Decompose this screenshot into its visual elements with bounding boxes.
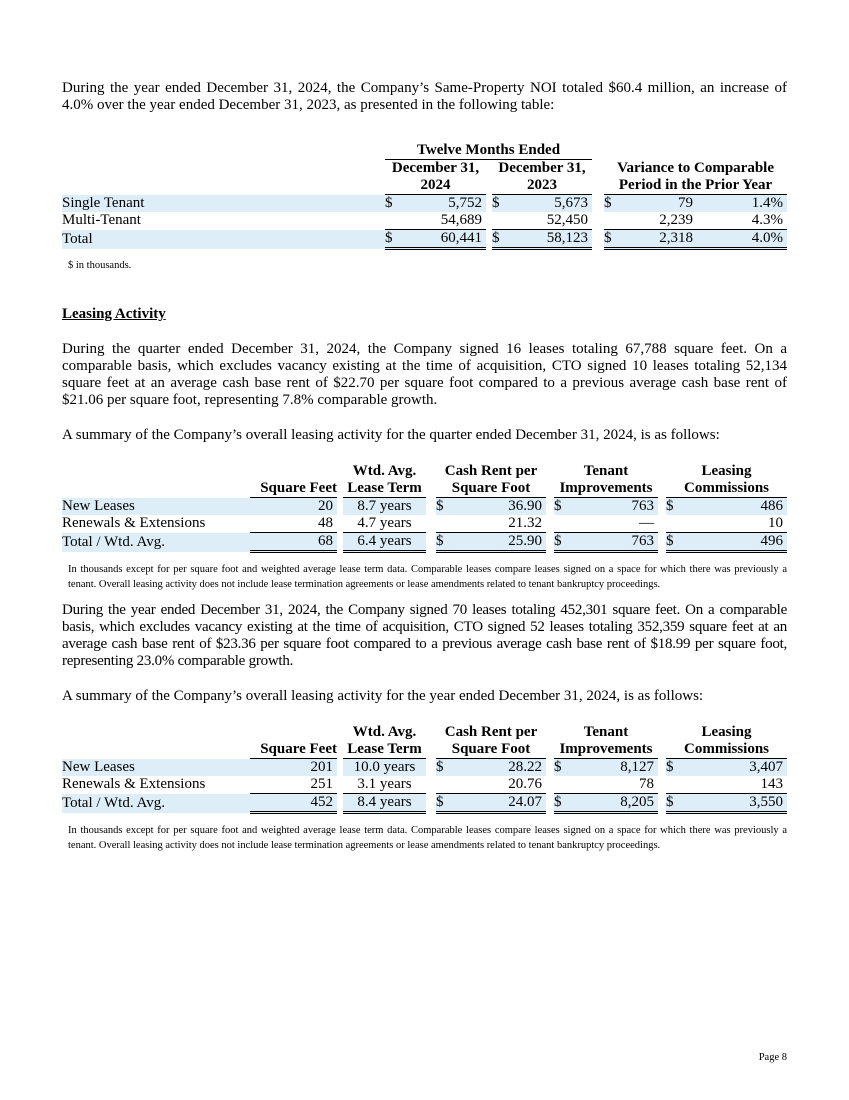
tenant-improvements-value: 8,127 <box>568 759 658 777</box>
tenant-improvements-value: 78 <box>568 776 658 794</box>
currency-symbol <box>666 515 680 533</box>
currency-symbol <box>492 212 507 230</box>
leasing-commissions-header-line2: Commissions <box>666 741 787 759</box>
square-feet-header: Square Feet <box>250 741 337 759</box>
variance-percent: 4.0% <box>697 230 787 249</box>
square-feet-header: Square Feet <box>250 480 337 498</box>
square-feet-value: 20 <box>250 498 337 516</box>
value-2023: 5,673 <box>507 195 592 213</box>
table-row <box>62 195 787 213</box>
currency-symbol <box>436 776 450 794</box>
currency-symbol: $ <box>604 195 619 213</box>
value-2023: 58,123 <box>507 230 592 249</box>
table-row <box>62 498 787 516</box>
col-2024-header-line2: 2024 <box>385 177 486 195</box>
variance-amount: 2,239 <box>619 212 697 230</box>
quarter-paragraph: During the quarter ended December 31, 2024, the Company signed 16 leases totaling 67,788 square feet. On a comparable basis, which excludes vacancy existing at the time of acquisition, CTO signed 10 leases totaling 52,134 square feet at an average cash base rent of $22.70 per square foot compared to a previous average cash base rent of $21.06 per square foot, representing 7.8% comparable growth. <box>62 341 787 408</box>
value-2024: 54,689 <box>400 212 486 230</box>
leasing-commissions-header-line1: Leasing <box>701 724 752 740</box>
tenant-improvements-header-line1: Tenant <box>583 463 629 479</box>
page-number: Page 8 <box>758 1052 787 1063</box>
quarter-header-row-1 <box>62 463 787 480</box>
year-summary-intro: A summary of the Company’s overall leasing activity for the year ended December 31, 2024, is as follows: <box>62 688 704 704</box>
square-feet-value: 48 <box>250 515 337 533</box>
quarter-header-row-2 <box>62 480 787 498</box>
lease-term-value: 8.4 years <box>343 794 426 813</box>
cash-rent-value: 20.76 <box>450 776 546 794</box>
currency-symbol: $ <box>385 195 400 213</box>
cash-rent-value: 24.07 <box>450 794 546 813</box>
noi-footnote: $ in thousands. <box>68 260 132 271</box>
currency-symbol: $ <box>436 794 450 813</box>
leasing-activity-heading: Leasing Activity <box>62 306 166 322</box>
cash-rent-value: 21.32 <box>450 515 546 533</box>
variance-header-line2: Period in the Prior Year <box>604 177 787 195</box>
year-leasing-footnote: In thousands except for per square foot and weighted average lease term data. Comparable leases compare leases signed on a space for which there was previously a tenant. Overall leasing activity does not include lease termination agreements or lease amendments related to tenant bankruptcy proceedings. <box>68 825 787 851</box>
variance-percent: 1.4% <box>697 195 787 213</box>
leasing-commissions-value: 3,407 <box>680 759 787 777</box>
table-row <box>62 776 787 794</box>
currency-symbol: $ <box>666 533 680 552</box>
noi-header-row-2 <box>62 177 787 195</box>
currency-symbol <box>666 776 680 794</box>
tenant-improvements-header-line2: Improvements <box>554 480 658 498</box>
currency-symbol: $ <box>554 794 568 813</box>
currency-symbol: $ <box>436 498 450 516</box>
value-2024: 60,441 <box>400 230 486 249</box>
table-row <box>62 212 787 230</box>
value-2024: 5,752 <box>400 195 486 213</box>
currency-symbol: $ <box>666 794 680 813</box>
lease-term-value: 8.7 years <box>343 498 426 516</box>
row-label: Renewals & Extensions <box>62 515 250 533</box>
variance-percent: 4.3% <box>697 212 787 230</box>
lease-term-header-line1: Wtd. Avg. <box>352 463 417 479</box>
leasing-commissions-header-line1: Leasing <box>701 463 752 479</box>
square-feet-value: 452 <box>250 794 337 813</box>
lease-term-header-line2: Lease Term <box>343 741 426 759</box>
currency-symbol <box>436 515 450 533</box>
currency-symbol: $ <box>666 498 680 516</box>
currency-symbol: $ <box>492 230 507 249</box>
currency-symbol: $ <box>554 759 568 777</box>
currency-symbol: $ <box>385 230 400 249</box>
cash-rent-header-line2: Square Foot <box>436 480 546 498</box>
currency-symbol: $ <box>436 533 450 552</box>
row-label: Multi-Tenant <box>62 212 385 230</box>
cash-rent-header-line1: Cash Rent per <box>444 463 538 479</box>
lease-term-header-line2: Lease Term <box>343 480 426 498</box>
leasing-commissions-value: 3,550 <box>680 794 787 813</box>
value-2023: 52,450 <box>507 212 592 230</box>
leasing-commissions-value: 10 <box>680 515 787 533</box>
currency-symbol: $ <box>436 759 450 777</box>
intro-paragraph: During the year ended December 31, 2024, the Company’s Same-Property NOI totaled $60.4 million, an increase of 4.0% over the year ended December 31, 2023, as presented in the following table: <box>62 80 787 113</box>
year-leasing-table <box>62 724 787 814</box>
noi-table <box>62 142 787 250</box>
lease-term-header-line1: Wtd. Avg. <box>352 724 417 740</box>
currency-symbol: $ <box>666 759 680 777</box>
year-header-row-2 <box>62 741 787 759</box>
quarter-summary-intro: A summary of the Company’s overall leasing activity for the quarter ended December 31, 2024, is as follows: <box>62 427 720 443</box>
quarter-leasing-footnote: In thousands except for per square foot and weighted average lease term data. Comparable leases compare leases signed on a space for which there was previously a tenant. Overall leasing activity does not include lease termination agreements or lease amendments related to tenant bankruptcy proceedings. <box>68 564 787 590</box>
leasing-commissions-value: 496 <box>680 533 787 552</box>
row-label: Total / Wtd. Avg. <box>62 794 250 813</box>
col-2024-header-line1: December 31, <box>391 160 480 176</box>
row-label: Total <box>62 230 385 249</box>
cash-rent-value: 36.90 <box>450 498 546 516</box>
table-row <box>62 759 787 777</box>
tenant-improvements-value: 8,205 <box>568 794 658 813</box>
currency-symbol: $ <box>492 195 507 213</box>
lease-term-value: 6.4 years <box>343 533 426 552</box>
cash-rent-value: 28.22 <box>450 759 546 777</box>
square-feet-value: 251 <box>250 776 337 794</box>
document-page <box>62 80 787 853</box>
currency-symbol: $ <box>554 498 568 516</box>
tenant-improvements-value: 763 <box>568 533 658 552</box>
leasing-commissions-value: 143 <box>680 776 787 794</box>
lease-term-value: 4.7 years <box>343 515 426 533</box>
row-label: Renewals & Extensions <box>62 776 250 794</box>
lease-term-value: 3.1 years <box>343 776 426 794</box>
square-feet-value: 68 <box>250 533 337 552</box>
col-2023-header-line2: 2023 <box>492 177 592 195</box>
twelve-months-header: Twelve Months Ended <box>385 142 592 160</box>
year-paragraph: During the year ended December 31, 2024, the Company signed 70 leases totaling 452,301 square feet. On a comparable basis, which excludes vacancy existing at the time of acquisition, CTO signed 52 leases totaling 352,359 square feet at an average cash base rent of $23.36 per square foot compared to a previous average cash base rent of $18.99 per square foot, representing 23.0% comparable growth. <box>62 602 787 669</box>
variance-amount: 2,318 <box>619 230 697 249</box>
quarter-leasing-table <box>62 463 787 553</box>
noi-group-header-row <box>62 142 787 160</box>
tenant-improvements-header-line1: Tenant <box>583 724 629 740</box>
cash-rent-header-line1: Cash Rent per <box>444 724 538 740</box>
currency-symbol: $ <box>554 533 568 552</box>
col-2023-header-line1: December 31, <box>498 160 586 176</box>
currency-symbol <box>554 515 568 533</box>
noi-header-row-1 <box>62 160 787 178</box>
variance-header-line1: Variance to Comparable <box>617 160 774 176</box>
row-label: Single Tenant <box>62 195 385 213</box>
cash-rent-header-line2: Square Foot <box>436 741 546 759</box>
cash-rent-value: 25.90 <box>450 533 546 552</box>
table-row-total <box>62 230 787 249</box>
table-row <box>62 515 787 533</box>
square-feet-value: 201 <box>250 759 337 777</box>
tenant-improvements-header-line2: Improvements <box>554 741 658 759</box>
table-row-total <box>62 794 787 813</box>
row-label: New Leases <box>62 759 250 777</box>
variance-amount: 79 <box>619 195 697 213</box>
row-label: New Leases <box>62 498 250 516</box>
currency-symbol <box>554 776 568 794</box>
lease-term-value: 10.0 years <box>343 759 426 777</box>
row-label: Total / Wtd. Avg. <box>62 533 250 552</box>
currency-symbol: $ <box>604 230 619 249</box>
leasing-commissions-header-line2: Commissions <box>666 480 787 498</box>
currency-symbol <box>385 212 400 230</box>
currency-symbol <box>604 212 619 230</box>
tenant-improvements-value: 763 <box>568 498 658 516</box>
tenant-improvements-value: — <box>568 515 658 533</box>
year-header-row-1 <box>62 724 787 741</box>
leasing-commissions-value: 486 <box>680 498 787 516</box>
table-row-total <box>62 533 787 552</box>
